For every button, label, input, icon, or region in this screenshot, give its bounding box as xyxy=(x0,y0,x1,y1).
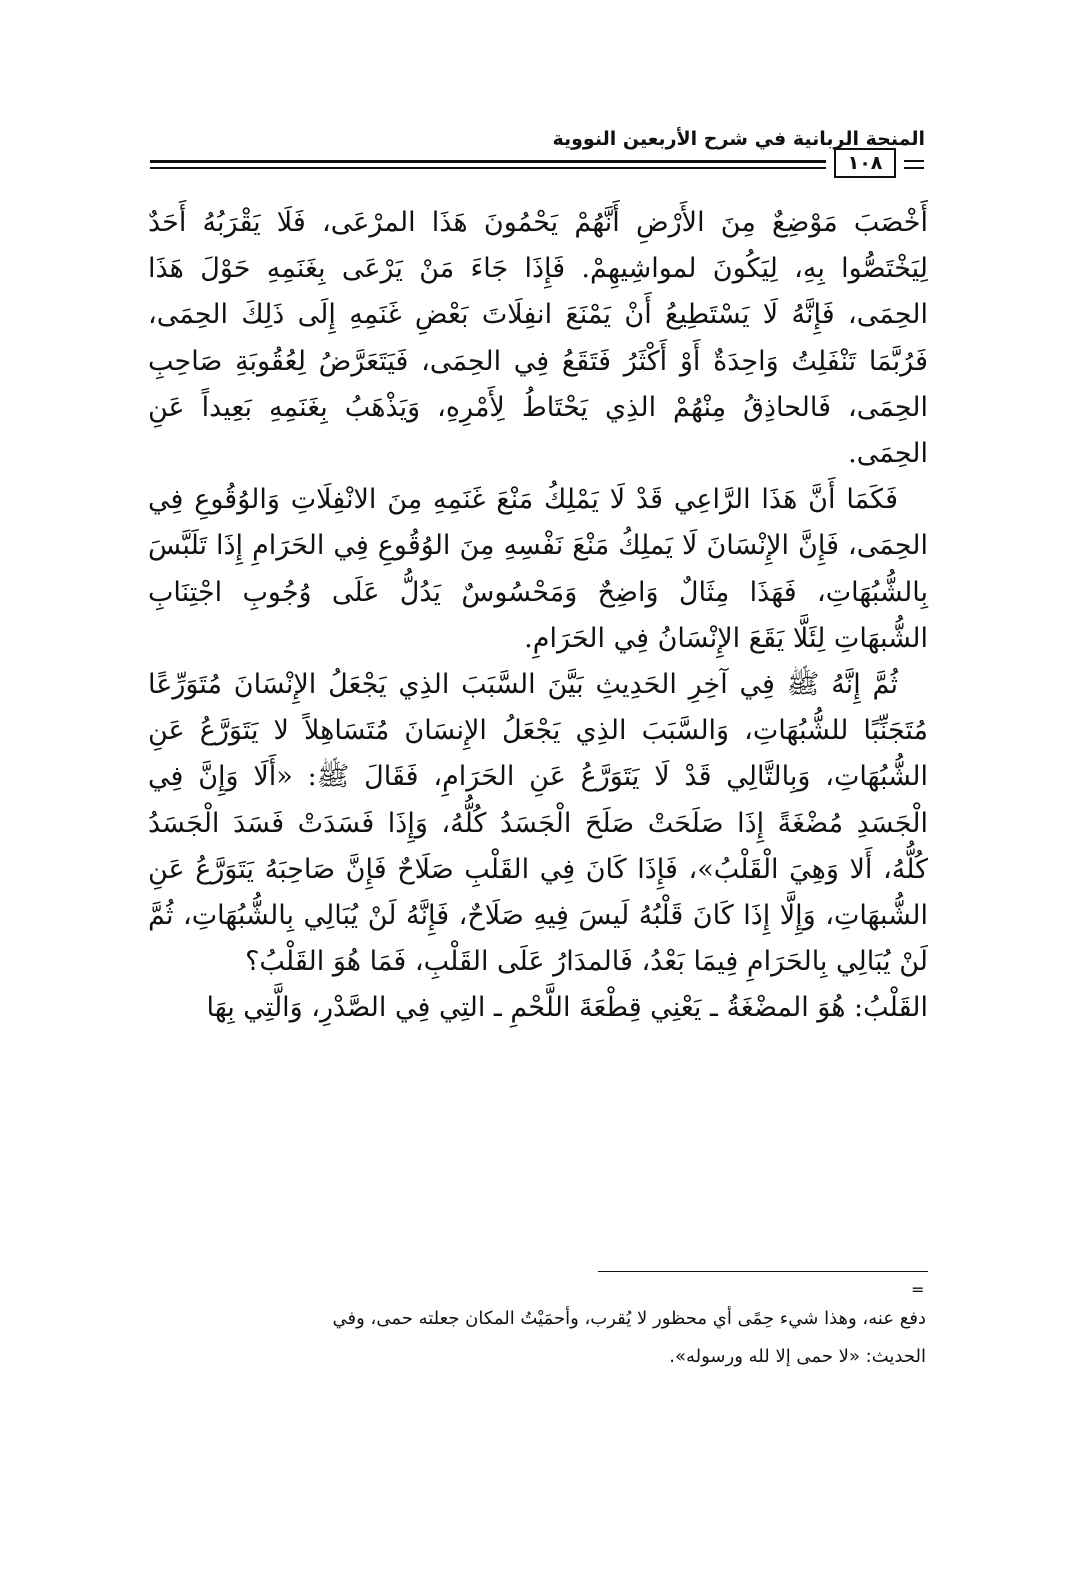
page-number: ١٠٨ xyxy=(834,148,896,178)
footnote-line: دفع عنه، وهذا شيء حِمًى أي محظور لا يُقرب، وأحمَيْتُ المكان جعلته حمى، وفي xyxy=(332,1308,926,1329)
body-text xyxy=(148,200,928,1032)
header-rule xyxy=(150,160,826,163)
paragraph: القَلْبُ: هُوَ المضْغَةُ ـ يَعْنِي قِطْعَةَ اللَّحْمِ ـ التِي فِي الصَّدْرِ، وَالَّتِي بِهَا xyxy=(206,992,928,1024)
paragraph: أَخْصَبَ مَوْضِعٌ مِنَ الأَرْضِ أَنَّهُمْ يَحْمُونَ هَذَا المرْعَى، فَلَا يَقْرَبُهُ أَحَدٌ لِيَخْتَصُّوا بِهِ، لِيَكُونَ لمواشِيهِمْ. فَإِذَا جَاءَ مَنْ يَرْعَى بِغَنَمِهِ حَوْلَ هَذَا الحِمَى، فَإِنَّهُ لَا يَسْتَطِيعُ أَنْ يَمْنَعَ انفِلَاتَ بَعْضِ غَنَمِهِ إِلَى ذَلِكَ الحِمَى، فَرُبَّمَا تَنْفَلِتُ وَاحِدَةٌ أَوْ أَكْثَرُ فَتَقَعُ فِي الحِمَى، فَيَتَعَرَّضُ لِعُقُوبَةِ صَاحِبِ الحِمَى، فَالحاذِقُ مِنْهُمْ الذِي يَحْتَاطُ لِأَمْرِهِ، وَيَذْهَبُ بِغَنَمِهِ بَعِيداً عَنِ الحِمَى. xyxy=(148,207,928,470)
paragraph: ثُمَّ إِنَّهُ ﷺ فِي آخِرِ الحَدِيثِ بَيَّنَ السَّبَبَ الذِي يَجْعَلُ الإِنْسَانَ مُتَوَرِّعًا مُتَجَنِّبًا للشُّبُهَاتِ، وَالسَّبَبَ الذِي يَجْعَلُ الإِنسَانَ مُتَسَاهِلاً لا يَتَوَرَّعُ عَنِ الشُّبُهَاتِ، وَبِالتَّالِي قَدْ لَا يَتَوَرَّعُ عَنِ الحَرَامِ، فَقَالَ ﷺ: «أَلَا وَإِنَّ فِي الْجَسَدِ مُضْغَةً إِذَا صَلَحَتْ صَلَحَ الْجَسَدُ كُلُّهُ، وَإِذَا فَسَدَتْ فَسَدَ الْجَسَدُ كُلُّهُ، أَلا وَهِيَ الْقَلْبُ»، فَإِذَا كَانَ فِي القَلْبِ صَلَاحٌ فَإِنَّ صَاحِبَهُ يَتَوَرَّعُ عَنِ الشُّبهَاتِ، وَإِلَّا إِذَا كَانَ قَلْبُهُ لَيسَ فِيهِ صَلَاحٌ، فَإِنَّهُ لَنْ يُبَالِي بِالشُّبُهَاتِ، ثُمَّ لَنْ يُبَالِي بِالحَرَامِ فِيمَا بَعْدُ، فَالمدَارُ عَلَى القَلْبِ، فَمَا هُوَ القَلْبُ؟ xyxy=(148,669,928,978)
footnote-continuation-mark: = xyxy=(911,1280,925,1299)
paragraph: فَكَمَا أَنَّ هَذَا الرَّاعِي قَدْ لَا يَمْلِكُ مَنْعَ غَنَمِهِ مِنَ الانْفِلَاتِ وَالوُقُوعِ فِي الحِمَى، فَإِنَّ الإِنْسَانَ لَا يَملِكُ مَنْعَ نَفْسِهِ مِنَ الوُقُوعِ فِي الحَرَامِ إِذَا تَلَبَّسَ بِالشُّبُهَاتِ، فَهَذَا مِثَالٌ وَاضِحٌ وَمَحْسُوسٌ يَدُلُّ عَلَى وُجُوبِ اجْتِنَابِ الشُّبهَاتِ لِئَلَّا يَقَعَ الإِنْسَانُ فِي الحَرَامِ. xyxy=(148,484,928,654)
footnote-line: الحديث: «لا حمى إلا لله ورسوله». xyxy=(669,1346,926,1367)
footnote-rule xyxy=(598,1271,928,1272)
page-header xyxy=(150,128,925,183)
footnote xyxy=(150,1300,926,1376)
header-rule xyxy=(904,160,924,162)
header-rule xyxy=(904,167,924,169)
book-title: المنحة الربانية في شرح الأربعين النووية xyxy=(552,128,925,150)
header-rule xyxy=(150,167,826,169)
